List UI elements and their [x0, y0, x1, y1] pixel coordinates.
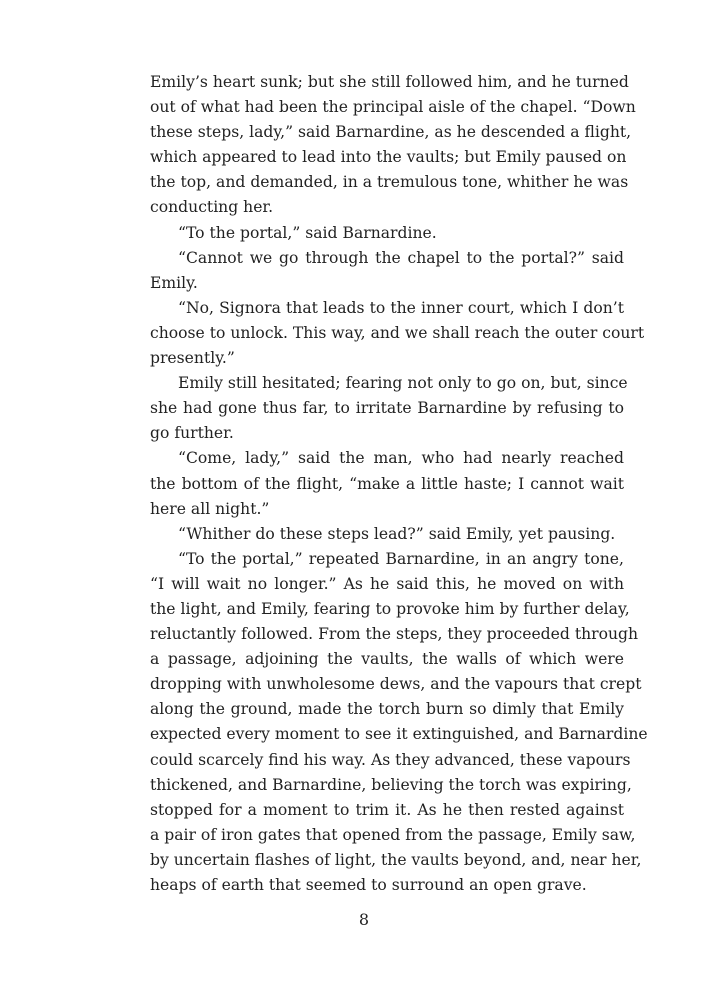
- text-line: she had gone thus far, to irritate Barnardine by refusing to: [150, 399, 624, 418]
- text-line: “Come, lady,” said the man, who had nearly reached: [178, 449, 624, 468]
- text-line: a passage, adjoining the vaults, the walls of which were: [150, 650, 624, 669]
- text-line: a pair of iron gates that opened from the passage, Emily saw,: [150, 825, 636, 844]
- text-line: “Whither do these steps lead?” said Emily, yet pausing.: [178, 524, 616, 543]
- text-line: the top, and demanded, in a tremulous tone, whither he was: [150, 173, 629, 192]
- text-line: along the ground, made the torch burn so dimly that Emily: [150, 700, 624, 719]
- text-line: dropping with unwholesome dews, and the vapours that crept: [150, 675, 642, 694]
- text-line: the bottom of the flight, “make a little haste; I cannot wait: [150, 474, 624, 493]
- text-line: heaps of earth that seemed to surround an open grave.: [150, 876, 587, 894]
- text-line: expected every moment to see it extinguished, and Barnardine: [150, 725, 648, 744]
- text-line: thickened, and Barnardine, believing the torch was expiring,: [150, 775, 632, 794]
- text-line: Emily still hesitated; fearing not only to go on, but, since: [178, 374, 628, 393]
- text-line: “Cannot we go through the chapel to the portal?” said: [178, 248, 624, 267]
- text-line: go further.: [150, 424, 234, 443]
- text-line: the light, and Emily, fearing to provoke him by further delay,: [150, 599, 630, 618]
- text-line: Emily.: [150, 273, 198, 292]
- text-line: reluctantly followed. From the steps, they proceeded through: [150, 625, 639, 644]
- text-line: these steps, lady,” said Barnardine, as he descended a flight,: [150, 123, 632, 142]
- text-line: presently.”: [150, 349, 235, 368]
- text-line: “No, Signora that leads to the inner court, which I don’t: [178, 298, 624, 317]
- text-line: could scarcely find his way. As they advanced, these vapours: [150, 750, 631, 769]
- text-line: stopped for a moment to trim it. As he then rested against: [150, 800, 624, 819]
- text-line: conducting her.: [150, 198, 274, 217]
- page-body: [150, 70, 648, 898]
- text-line: “To the portal,” repeated Barnardine, in an angry tone,: [178, 549, 624, 568]
- text-line: choose to unlock. This way, and we shall reach the outer court: [150, 323, 645, 342]
- text-line: by uncertain flashes of light, the vaults beyond, and, near her,: [150, 850, 642, 869]
- text-line: out of what had been the principal aisle of the chapel. “Down: [150, 98, 636, 117]
- text-line: which appeared to lead into the vaults; but Emily paused on: [150, 148, 627, 167]
- text-line: Emily’s heart sunk; but she still followed him, and he turned: [150, 73, 629, 91]
- page-number: 8: [358, 910, 370, 929]
- text-line: “To the portal,” said Barnardine.: [178, 223, 437, 242]
- text-line: here all night.”: [150, 499, 270, 518]
- text-line: “I will wait no longer.” As he said this, he moved on with: [150, 574, 624, 593]
